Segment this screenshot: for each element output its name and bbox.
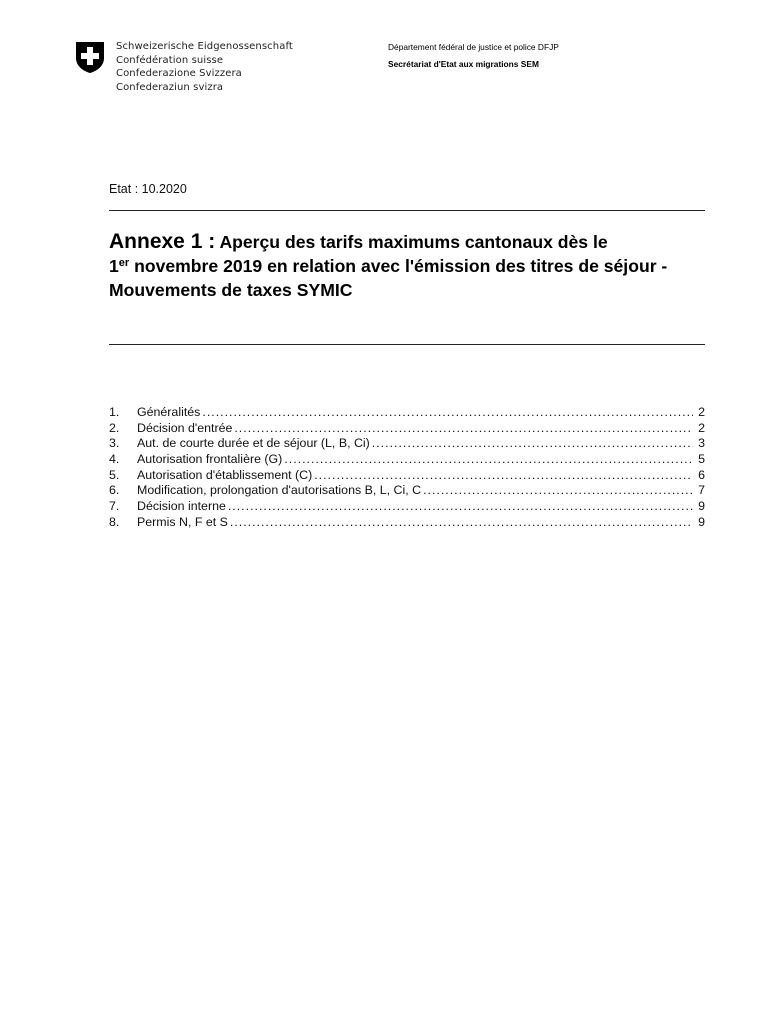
toc-leader [234,421,693,437]
toc-number: 5. [109,467,120,482]
toc-item[interactable] [109,421,705,437]
toc-label: Autorisation frontalière (G) [137,452,283,467]
toc-item[interactable] [109,452,705,468]
toc-label: Autorisation d'établissement (C) [137,467,313,482]
toc-label: Modification, prolongation d'autorisations B, L, Ci, C [137,483,422,498]
annex-label: Annexe 1 : [109,230,216,253]
toc-label: Décision d'entrée [137,420,233,435]
agency-name-rm: Confederaziun svizra [116,81,224,93]
toc-page: 3 [698,436,705,451]
toc-leader [372,436,693,452]
toc-page: 5 [698,452,705,467]
swiss-cross-icon [74,40,106,74]
title-part-1: Aperçu des tarifs maximums cantonaux dès le [215,232,608,252]
secretariat-name: Secrétariat d'Etat aux migrations SEM [388,59,539,69]
divider-bottom [109,344,705,345]
agency-name-fr: Confédération suisse [116,54,224,66]
toc-label: Permis N, F et S [137,514,228,529]
letterhead-left [74,40,293,94]
department-name: Département fédéral de justice et police DFJP [388,42,559,52]
letterhead-right [388,42,559,69]
divider-top [109,210,705,211]
document-status: Etat : 10.2020 [109,182,187,196]
toc-leader [423,483,693,499]
toc-page: 7 [698,483,705,498]
toc-number: 2. [109,420,120,435]
agency-name-it: Confederazione Svizzera [116,68,242,80]
toc-leader [314,468,693,484]
toc-number: 8. [109,514,120,529]
toc-leader [284,452,693,468]
toc-page: 2 [698,405,705,419]
table-of-contents [109,405,705,531]
title-number: 1 [109,256,119,276]
toc-page: 6 [698,467,705,482]
toc-item[interactable] [109,405,705,421]
toc-item[interactable] [109,515,705,531]
title-superscript: er [118,257,130,269]
toc-item[interactable] [109,483,705,499]
toc-number: 1. [109,405,120,419]
toc-item[interactable] [109,468,705,484]
toc-label: Aut. de courte durée et de séjour (L, B, Ci) [137,436,370,451]
toc-page: 9 [698,514,705,529]
agency-names [116,40,293,94]
toc-page: 9 [698,499,705,514]
title-part-2: novembre 2019 en relation avec l'émission des titres de séjour - Mouvements de taxes SYMIC [109,256,668,300]
toc-label: Décision interne [137,499,226,514]
document-title [109,230,709,302]
toc-item[interactable] [109,436,705,452]
toc-item[interactable] [109,499,705,515]
toc-number: 7. [109,499,120,514]
toc-leader [230,515,693,531]
toc-leader [202,405,693,421]
toc-page: 2 [698,420,705,435]
toc-label: Généralités [137,405,201,419]
agency-name-de: Schweizerische Eidgenossenschaft [116,41,293,52]
toc-leader [228,499,693,515]
toc-number: 4. [109,452,120,467]
toc-number: 3. [109,436,120,451]
toc-number: 6. [109,483,120,498]
